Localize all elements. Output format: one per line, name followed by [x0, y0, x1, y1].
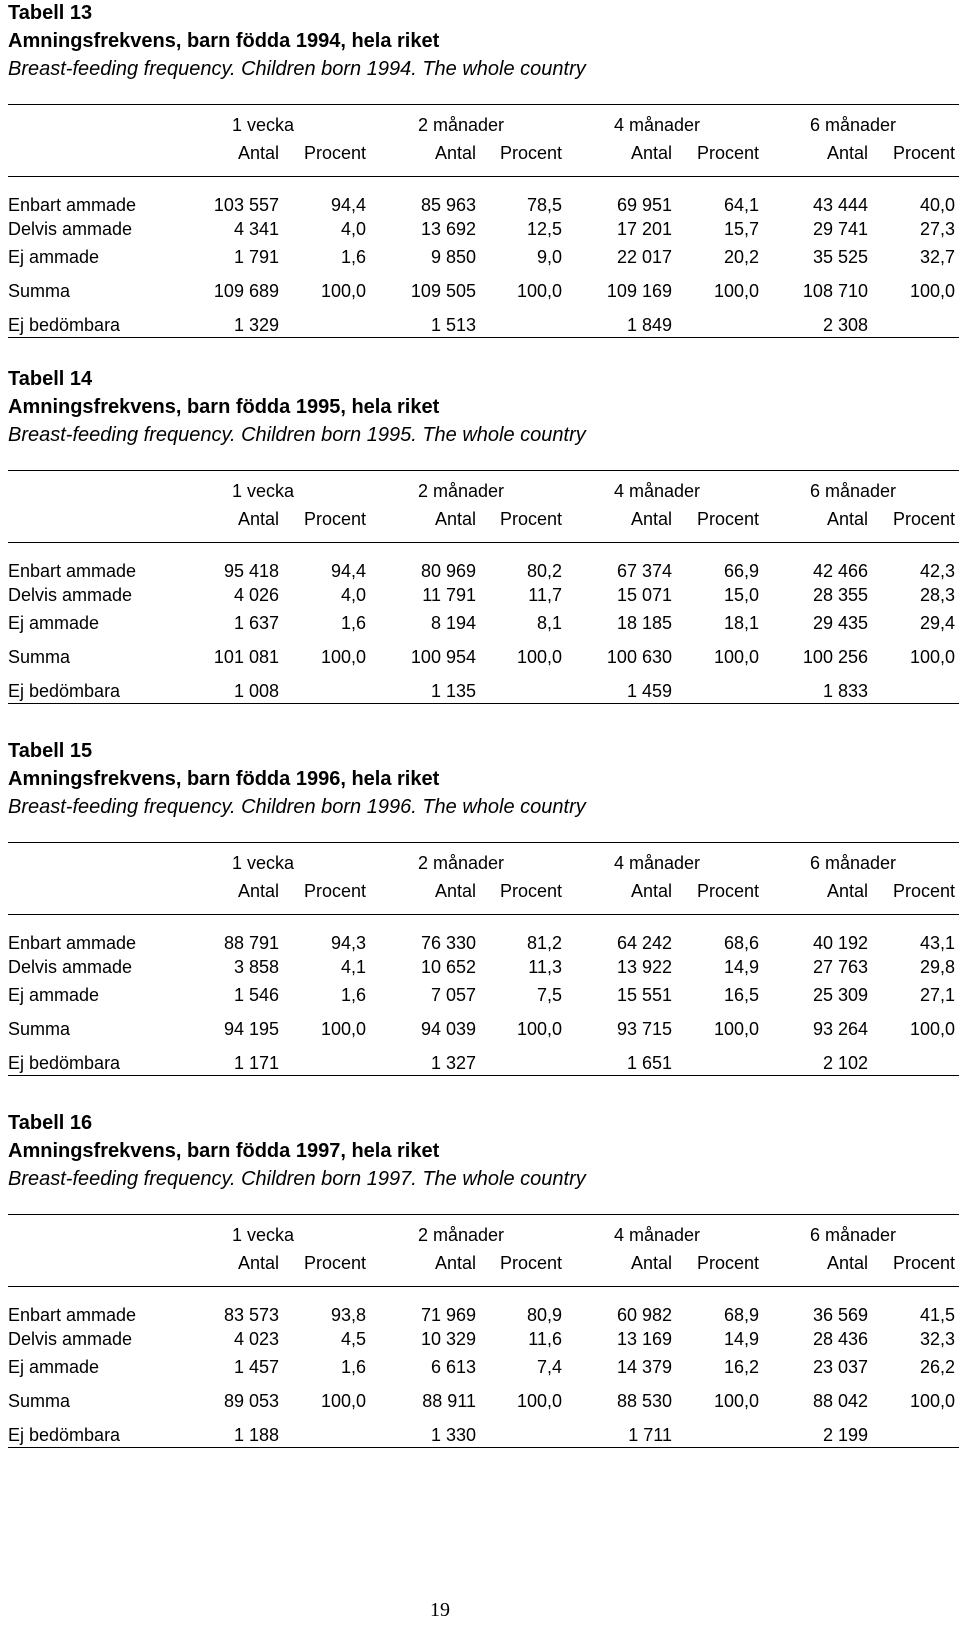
column-subheader: Procent: [696, 1253, 759, 1273]
table-cell: 100 256: [802, 647, 868, 667]
table-cell: 101 081: [213, 647, 279, 667]
table-cell: 23 037: [812, 1357, 868, 1377]
table-row: [0, 194, 960, 216]
horizontal-rule: [8, 176, 959, 177]
horizontal-rule: [8, 337, 959, 338]
horizontal-rule: [8, 542, 959, 543]
column-group-header: 6 månader: [810, 853, 897, 873]
table-row: [0, 218, 960, 240]
table-cell: 1 329: [233, 315, 279, 335]
row-label: Ej ammade: [8, 1357, 100, 1377]
table-cell: 100,0: [320, 647, 366, 667]
table-row: [0, 584, 960, 606]
table-row: [0, 246, 960, 268]
table-cell: 76 330: [420, 933, 476, 953]
table-row: [0, 1018, 960, 1040]
table-cell: 100,0: [516, 1391, 562, 1411]
table-cell: 14,9: [723, 1329, 759, 1349]
column-group-header: 2 månader: [418, 115, 505, 135]
table-cell: 28,3: [919, 585, 955, 605]
table-title-swedish: Amningsfrekvens, barn födda 1996, hela riket: [8, 768, 440, 790]
row-label: Enbart ammade: [8, 1305, 137, 1325]
table-cell: 1 327: [430, 1053, 476, 1073]
column-subheader: Procent: [499, 881, 562, 901]
table-cell: 14 379: [616, 1357, 672, 1377]
column-subheader: Procent: [499, 1253, 562, 1273]
table-cell: 93 715: [616, 1019, 672, 1039]
row-label: Delvis ammade: [8, 219, 133, 239]
table-cell: 15 551: [616, 985, 672, 1005]
table-cell: 29,4: [919, 613, 955, 633]
table-cell: 1 791: [233, 247, 279, 267]
row-label: Enbart ammade: [8, 933, 137, 953]
table-block: [0, 738, 960, 1078]
table-cell: 42,3: [919, 561, 955, 581]
column-subheader: Procent: [499, 509, 562, 529]
table-cell: 78,5: [526, 195, 562, 215]
column-subheader: Antal: [630, 143, 672, 163]
row-label: Enbart ammade: [8, 195, 137, 215]
table-cell: 88 042: [812, 1391, 868, 1411]
row-label: Summa: [8, 281, 71, 301]
horizontal-rule: [8, 470, 959, 471]
table-cell: 9,0: [536, 247, 562, 267]
table-cell: 22 017: [616, 247, 672, 267]
table-cell: 1,6: [340, 247, 366, 267]
column-group-header: 1 vecka: [232, 481, 295, 501]
table-cell: 100,0: [320, 281, 366, 301]
table-number: Tabell 14: [8, 368, 93, 390]
table-cell: 100,0: [320, 1391, 366, 1411]
column-subheader: Procent: [303, 143, 366, 163]
table-row: [0, 314, 960, 336]
table-cell: 1,6: [340, 985, 366, 1005]
row-label: Summa: [8, 1391, 71, 1411]
table-cell: 25 309: [812, 985, 868, 1005]
table-cell: 109 505: [410, 281, 476, 301]
table-cell: 7,4: [536, 1357, 562, 1377]
table-cell: 1 637: [233, 613, 279, 633]
page-number: 19: [430, 1599, 450, 1621]
table-cell: 17 201: [616, 219, 672, 239]
table-cell: 29 435: [812, 613, 868, 633]
row-label: Ej bedömbara: [8, 1425, 121, 1445]
row-label: Delvis ammade: [8, 957, 133, 977]
table-cell: 100,0: [909, 1019, 955, 1039]
horizontal-rule: [8, 1286, 959, 1287]
table-cell: 40,0: [919, 195, 955, 215]
table-cell: 1 651: [626, 1053, 672, 1073]
column-subheader: Antal: [237, 881, 279, 901]
table-cell: 100,0: [320, 1019, 366, 1039]
table-cell: 29,8: [919, 957, 955, 977]
table-cell: 100,0: [909, 281, 955, 301]
horizontal-rule: [8, 842, 959, 843]
table-cell: 4 341: [233, 219, 279, 239]
column-group-header: 4 månader: [614, 853, 701, 873]
table-cell: 80,9: [526, 1305, 562, 1325]
table-cell: 85 963: [420, 195, 476, 215]
table-cell: 94,4: [330, 561, 366, 581]
table-row: [0, 280, 960, 302]
table-cell: 28 355: [812, 585, 868, 605]
column-subheader: Antal: [630, 881, 672, 901]
table-cell: 15 071: [616, 585, 672, 605]
table-cell: 1 457: [233, 1357, 279, 1377]
column-group-header: 6 månader: [810, 115, 897, 135]
column-subheader: Procent: [303, 509, 366, 529]
table-title-english: Breast-feeding frequency. Children born 1994. The whole country: [8, 58, 586, 80]
table-cell: 43,1: [919, 933, 955, 953]
table-cell: 108 710: [802, 281, 868, 301]
table-cell: 100 630: [606, 647, 672, 667]
table-row: [0, 1356, 960, 1378]
table-cell: 1 459: [626, 681, 672, 701]
table-cell: 32,3: [919, 1329, 955, 1349]
table-cell: 94,4: [330, 195, 366, 215]
table-cell: 2 102: [822, 1053, 868, 1073]
column-subheader: Procent: [696, 143, 759, 163]
table-cell: 29 741: [812, 219, 868, 239]
table-cell: 80 969: [420, 561, 476, 581]
column-subheader: Procent: [303, 881, 366, 901]
horizontal-rule: [8, 1447, 959, 1448]
column-subheader: Antal: [434, 509, 476, 529]
table-cell: 11 791: [422, 585, 476, 605]
table-cell: 4 023: [233, 1329, 279, 1349]
table-cell: 88 530: [616, 1391, 672, 1411]
table-cell: 41,5: [919, 1305, 955, 1325]
table-cell: 27,3: [919, 219, 955, 239]
row-label: Delvis ammade: [8, 585, 133, 605]
table-cell: 10 652: [420, 957, 476, 977]
row-label: Enbart ammade: [8, 561, 137, 581]
column-group-header: 2 månader: [418, 481, 505, 501]
table-cell: 4 026: [233, 585, 279, 605]
table-cell: 1 833: [822, 681, 868, 701]
table-cell: 16,5: [723, 985, 759, 1005]
table-cell: 18,1: [723, 613, 759, 633]
table-cell: 1 849: [626, 315, 672, 335]
table-number: Tabell 13: [8, 2, 93, 24]
table-cell: 100,0: [516, 647, 562, 667]
table-cell: 109 689: [213, 281, 279, 301]
horizontal-rule: [8, 1214, 959, 1215]
table-cell: 7 057: [430, 985, 476, 1005]
column-subheader: Antal: [434, 881, 476, 901]
table-cell: 109 169: [606, 281, 672, 301]
row-label: Ej ammade: [8, 985, 100, 1005]
table-cell: 88 911: [422, 1391, 476, 1411]
row-label: Ej ammade: [8, 613, 100, 633]
table-cell: 32,7: [919, 247, 955, 267]
table-cell: 100,0: [516, 281, 562, 301]
table-title-english: Breast-feeding frequency. Children born 1995. The whole country: [8, 424, 586, 446]
table-row: [0, 1052, 960, 1074]
table-cell: 1 188: [233, 1425, 279, 1445]
table-block: [0, 366, 960, 706]
table-cell: 8,1: [536, 613, 562, 633]
table-cell: 3 858: [233, 957, 279, 977]
table-cell: 9 850: [430, 247, 476, 267]
column-subheader: Procent: [499, 143, 562, 163]
table-cell: 81,2: [526, 933, 562, 953]
table-row: [0, 1328, 960, 1350]
column-group-header: 1 vecka: [232, 1225, 295, 1245]
table-cell: 11,7: [528, 585, 562, 605]
table-cell: 94 195: [223, 1019, 279, 1039]
row-label: Delvis ammade: [8, 1329, 133, 1349]
table-row: [0, 646, 960, 668]
column-subheader: Procent: [696, 881, 759, 901]
table-block: [0, 1110, 960, 1450]
table-cell: 35 525: [812, 247, 868, 267]
table-cell: 27,1: [919, 985, 955, 1005]
row-label: Ej ammade: [8, 247, 100, 267]
row-label: Ej bedömbara: [8, 681, 121, 701]
table-cell: 100,0: [909, 647, 955, 667]
column-subheader: Antal: [434, 143, 476, 163]
table-cell: 1 330: [430, 1425, 476, 1445]
table-cell: 94,3: [330, 933, 366, 953]
table-cell: 14,9: [723, 957, 759, 977]
horizontal-rule: [8, 914, 959, 915]
table-row: [0, 680, 960, 702]
table-cell: 4,5: [340, 1329, 366, 1349]
column-subheader: Antal: [826, 1253, 868, 1273]
table-cell: 68,6: [723, 933, 759, 953]
row-label: Summa: [8, 647, 71, 667]
column-subheader: Antal: [237, 509, 279, 529]
table-row: [0, 1304, 960, 1326]
table-cell: 2 308: [822, 315, 868, 335]
table-cell: 100,0: [713, 1019, 759, 1039]
table-row: [0, 1390, 960, 1412]
table-number: Tabell 16: [8, 1112, 93, 1134]
table-cell: 2 199: [822, 1425, 868, 1445]
column-subheader: Procent: [892, 143, 955, 163]
column-group-header: 1 vecka: [232, 115, 295, 135]
table-cell: 100,0: [713, 647, 759, 667]
column-group-header: 4 månader: [614, 1225, 701, 1245]
table-row: [0, 984, 960, 1006]
table-cell: 27 763: [812, 957, 868, 977]
table-cell: 13 692: [420, 219, 476, 239]
table-cell: 100,0: [713, 1391, 759, 1411]
table-cell: 1 546: [233, 985, 279, 1005]
table-cell: 71 969: [420, 1305, 476, 1325]
table-title-english: Breast-feeding frequency. Children born 1997. The whole country: [8, 1168, 586, 1190]
table-row: [0, 956, 960, 978]
table-cell: 89 053: [223, 1391, 279, 1411]
column-group-header: 6 månader: [810, 481, 897, 501]
column-group-header: 4 månader: [614, 115, 701, 135]
column-subheader: Antal: [434, 1253, 476, 1273]
table-cell: 4,1: [340, 957, 366, 977]
table-cell: 100,0: [516, 1019, 562, 1039]
table-title-swedish: Amningsfrekvens, barn födda 1995, hela riket: [8, 396, 440, 418]
column-subheader: Antal: [630, 1253, 672, 1273]
table-cell: 100,0: [713, 281, 759, 301]
table-cell: 28 436: [812, 1329, 868, 1349]
column-subheader: Antal: [630, 509, 672, 529]
column-group-header: 2 månader: [418, 1225, 505, 1245]
table-cell: 93 264: [812, 1019, 868, 1039]
table-cell: 15,7: [723, 219, 759, 239]
table-cell: 16,2: [723, 1357, 759, 1377]
table-title-swedish: Amningsfrekvens, barn födda 1997, hela riket: [8, 1140, 440, 1162]
table-cell: 83 573: [223, 1305, 279, 1325]
column-subheader: Antal: [237, 143, 279, 163]
table-cell: 4,0: [340, 219, 366, 239]
table-cell: 80,2: [526, 561, 562, 581]
table-cell: 42 466: [812, 561, 868, 581]
table-cell: 4,0: [340, 585, 366, 605]
table-row: [0, 1424, 960, 1446]
table-cell: 1 008: [233, 681, 279, 701]
column-group-header: 6 månader: [810, 1225, 897, 1245]
column-subheader: Procent: [696, 509, 759, 529]
table-cell: 66,9: [723, 561, 759, 581]
table-cell: 26,2: [919, 1357, 955, 1377]
table-cell: 1 711: [628, 1425, 672, 1445]
row-label: Summa: [8, 1019, 71, 1039]
column-group-header: 2 månader: [418, 853, 505, 873]
table-cell: 1 513: [430, 315, 476, 335]
column-subheader: Procent: [892, 509, 955, 529]
horizontal-rule: [8, 703, 959, 704]
horizontal-rule: [8, 104, 959, 105]
table-cell: 18 185: [616, 613, 672, 633]
column-group-header: 1 vecka: [232, 853, 295, 873]
horizontal-rule: [8, 1075, 959, 1076]
table-cell: 7,5: [536, 985, 562, 1005]
table-title-english: Breast-feeding frequency. Children born 1996. The whole country: [8, 796, 586, 818]
table-cell: 11,6: [528, 1329, 562, 1349]
table-block: [0, 0, 960, 340]
table-cell: 1 135: [430, 681, 476, 701]
column-subheader: Antal: [237, 1253, 279, 1273]
column-group-header: 4 månader: [614, 481, 701, 501]
table-cell: 12,5: [526, 219, 562, 239]
table-cell: 103 557: [213, 195, 279, 215]
row-label: Ej bedömbara: [8, 315, 121, 335]
table-cell: 13 169: [616, 1329, 672, 1349]
table-cell: 11,3: [528, 957, 562, 977]
table-cell: 64 242: [616, 933, 672, 953]
column-subheader: Antal: [826, 881, 868, 901]
table-cell: 67 374: [616, 561, 672, 581]
table-cell: 20,2: [723, 247, 759, 267]
table-cell: 43 444: [812, 195, 868, 215]
table-row: [0, 612, 960, 634]
table-title-swedish: Amningsfrekvens, barn födda 1994, hela riket: [8, 30, 440, 52]
table-number: Tabell 15: [8, 740, 93, 762]
table-row: [0, 560, 960, 582]
table-cell: 6 613: [430, 1357, 476, 1377]
table-cell: 64,1: [723, 195, 759, 215]
table-cell: 100,0: [909, 1391, 955, 1411]
table-row: [0, 932, 960, 954]
table-cell: 100 954: [410, 647, 476, 667]
column-subheader: Procent: [303, 1253, 366, 1273]
table-cell: 94 039: [420, 1019, 476, 1039]
table-cell: 40 192: [812, 933, 868, 953]
table-cell: 68,9: [723, 1305, 759, 1325]
table-cell: 8 194: [430, 613, 476, 633]
table-cell: 1,6: [340, 1357, 366, 1377]
table-cell: 60 982: [616, 1305, 672, 1325]
table-cell: 10 329: [420, 1329, 476, 1349]
table-cell: 95 418: [223, 561, 279, 581]
table-cell: 93,8: [330, 1305, 366, 1325]
table-cell: 1,6: [340, 613, 366, 633]
column-subheader: Antal: [826, 143, 868, 163]
column-subheader: Procent: [892, 881, 955, 901]
table-cell: 1 171: [233, 1053, 279, 1073]
table-cell: 36 569: [812, 1305, 868, 1325]
table-cell: 15,0: [723, 585, 759, 605]
table-cell: 69 951: [616, 195, 672, 215]
column-subheader: Procent: [892, 1253, 955, 1273]
column-subheader: Antal: [826, 509, 868, 529]
row-label: Ej bedömbara: [8, 1053, 121, 1073]
table-cell: 13 922: [616, 957, 672, 977]
table-cell: 88 791: [223, 933, 279, 953]
